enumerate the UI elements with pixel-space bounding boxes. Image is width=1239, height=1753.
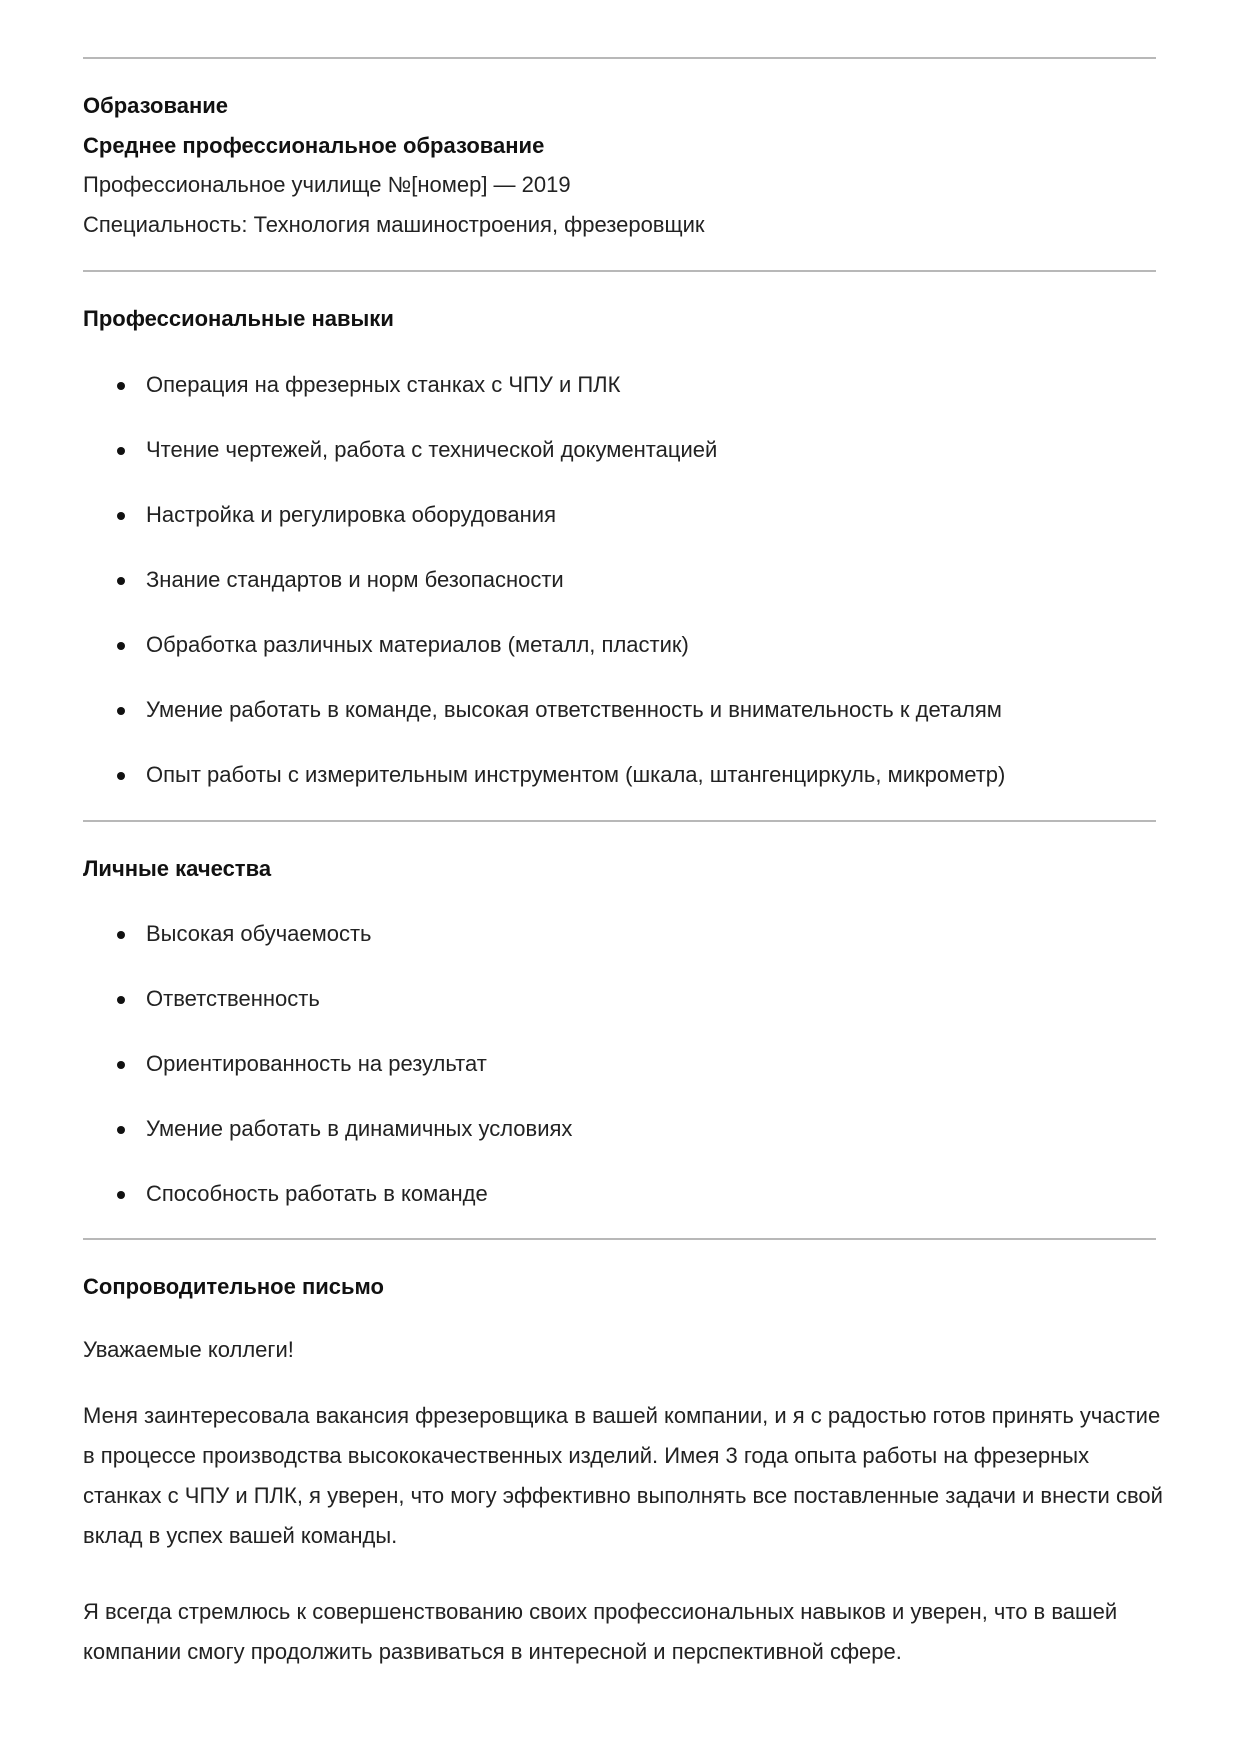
list-item-text: Ответственность	[146, 986, 320, 1011]
bullet-icon	[117, 931, 125, 939]
cover-letter-greeting: Уважаемые коллеги!	[83, 1337, 294, 1362]
list-item	[83, 372, 1156, 437]
education-level: Среднее профессиональное образование	[83, 133, 545, 158]
bullet-icon	[117, 512, 125, 520]
skills-list	[83, 372, 1156, 827]
qualities-heading: Личные качества	[83, 856, 272, 881]
list-item	[83, 502, 1156, 567]
education-institution: Профессиональное училище №[номер] — 2019	[83, 172, 571, 197]
qualities-list	[83, 921, 1156, 1246]
bullet-icon	[117, 447, 125, 455]
bullet-icon	[117, 1061, 125, 1069]
cover-letter-heading: Сопроводительное письмо	[83, 1274, 384, 1299]
bullet-icon	[117, 1191, 125, 1199]
list-item-text: Операция на фрезерных станках с ЧПУ и ПЛК	[146, 372, 621, 397]
list-item-text: Знание стандартов и норм безопасности	[146, 567, 564, 592]
bullet-icon	[117, 642, 125, 650]
list-item	[83, 762, 1156, 827]
list-item-text: Умение работать в динамичных условиях	[146, 1116, 573, 1141]
skills-heading: Профессиональные навыки	[83, 306, 394, 331]
list-item-text: Обработка различных материалов (металл, пластик)	[146, 632, 689, 657]
bullet-icon	[117, 996, 125, 1004]
list-item-text: Высокая обучаемость	[146, 921, 372, 946]
list-item	[83, 1181, 1156, 1246]
list-item-text: Ориентированность на результат	[146, 1051, 487, 1076]
divider	[83, 820, 1156, 822]
cover-letter-paragraph: Я всегда стремлюсь к совершенствованию своих профессиональных навыков и уверен, что в вашей компании смогу продолжить развиваться в интересной и перспективной сфере.	[83, 1599, 1118, 1664]
divider	[83, 270, 1156, 272]
list-item	[83, 1051, 1156, 1116]
education-heading: Образование	[83, 93, 228, 118]
bullet-icon	[117, 707, 125, 715]
list-item-text: Способность работать в команде	[146, 1181, 488, 1206]
bullet-icon	[117, 382, 125, 390]
list-item	[83, 1116, 1156, 1181]
cover-letter-paragraph: Меня заинтересовала вакансия фрезеровщика в вашей компании, и я с радостью готов принять участие в процессе производства высококачественных изделий. Имея 3 года опыта работы на фрезерных станках с ЧПУ и ПЛК, я уверен, что могу эффективно выполнять все поставленные задачи и внести свой вклад в успех вашей команды.	[83, 1403, 1163, 1548]
list-item	[83, 437, 1156, 502]
bullet-icon	[117, 577, 125, 585]
list-item-text: Настройка и регулировка оборудования	[146, 502, 556, 527]
list-item	[83, 567, 1156, 632]
list-item-text: Опыт работы с измерительным инструментом (шкала, штангенциркуль, микрометр)	[146, 762, 1006, 787]
list-item-text: Чтение чертежей, работа с технической документацией	[146, 437, 718, 462]
divider	[83, 1238, 1156, 1240]
divider	[83, 57, 1156, 59]
bullet-icon	[117, 772, 125, 780]
list-item	[83, 697, 1156, 762]
list-item	[83, 921, 1156, 986]
list-item	[83, 986, 1156, 1051]
list-item-text: Умение работать в команде, высокая ответственность и внимательность к деталям	[146, 697, 1002, 722]
list-item	[83, 632, 1156, 697]
education-specialty: Специальность: Технология машиностроения, фрезеровщик	[83, 212, 705, 237]
bullet-icon	[117, 1126, 125, 1134]
